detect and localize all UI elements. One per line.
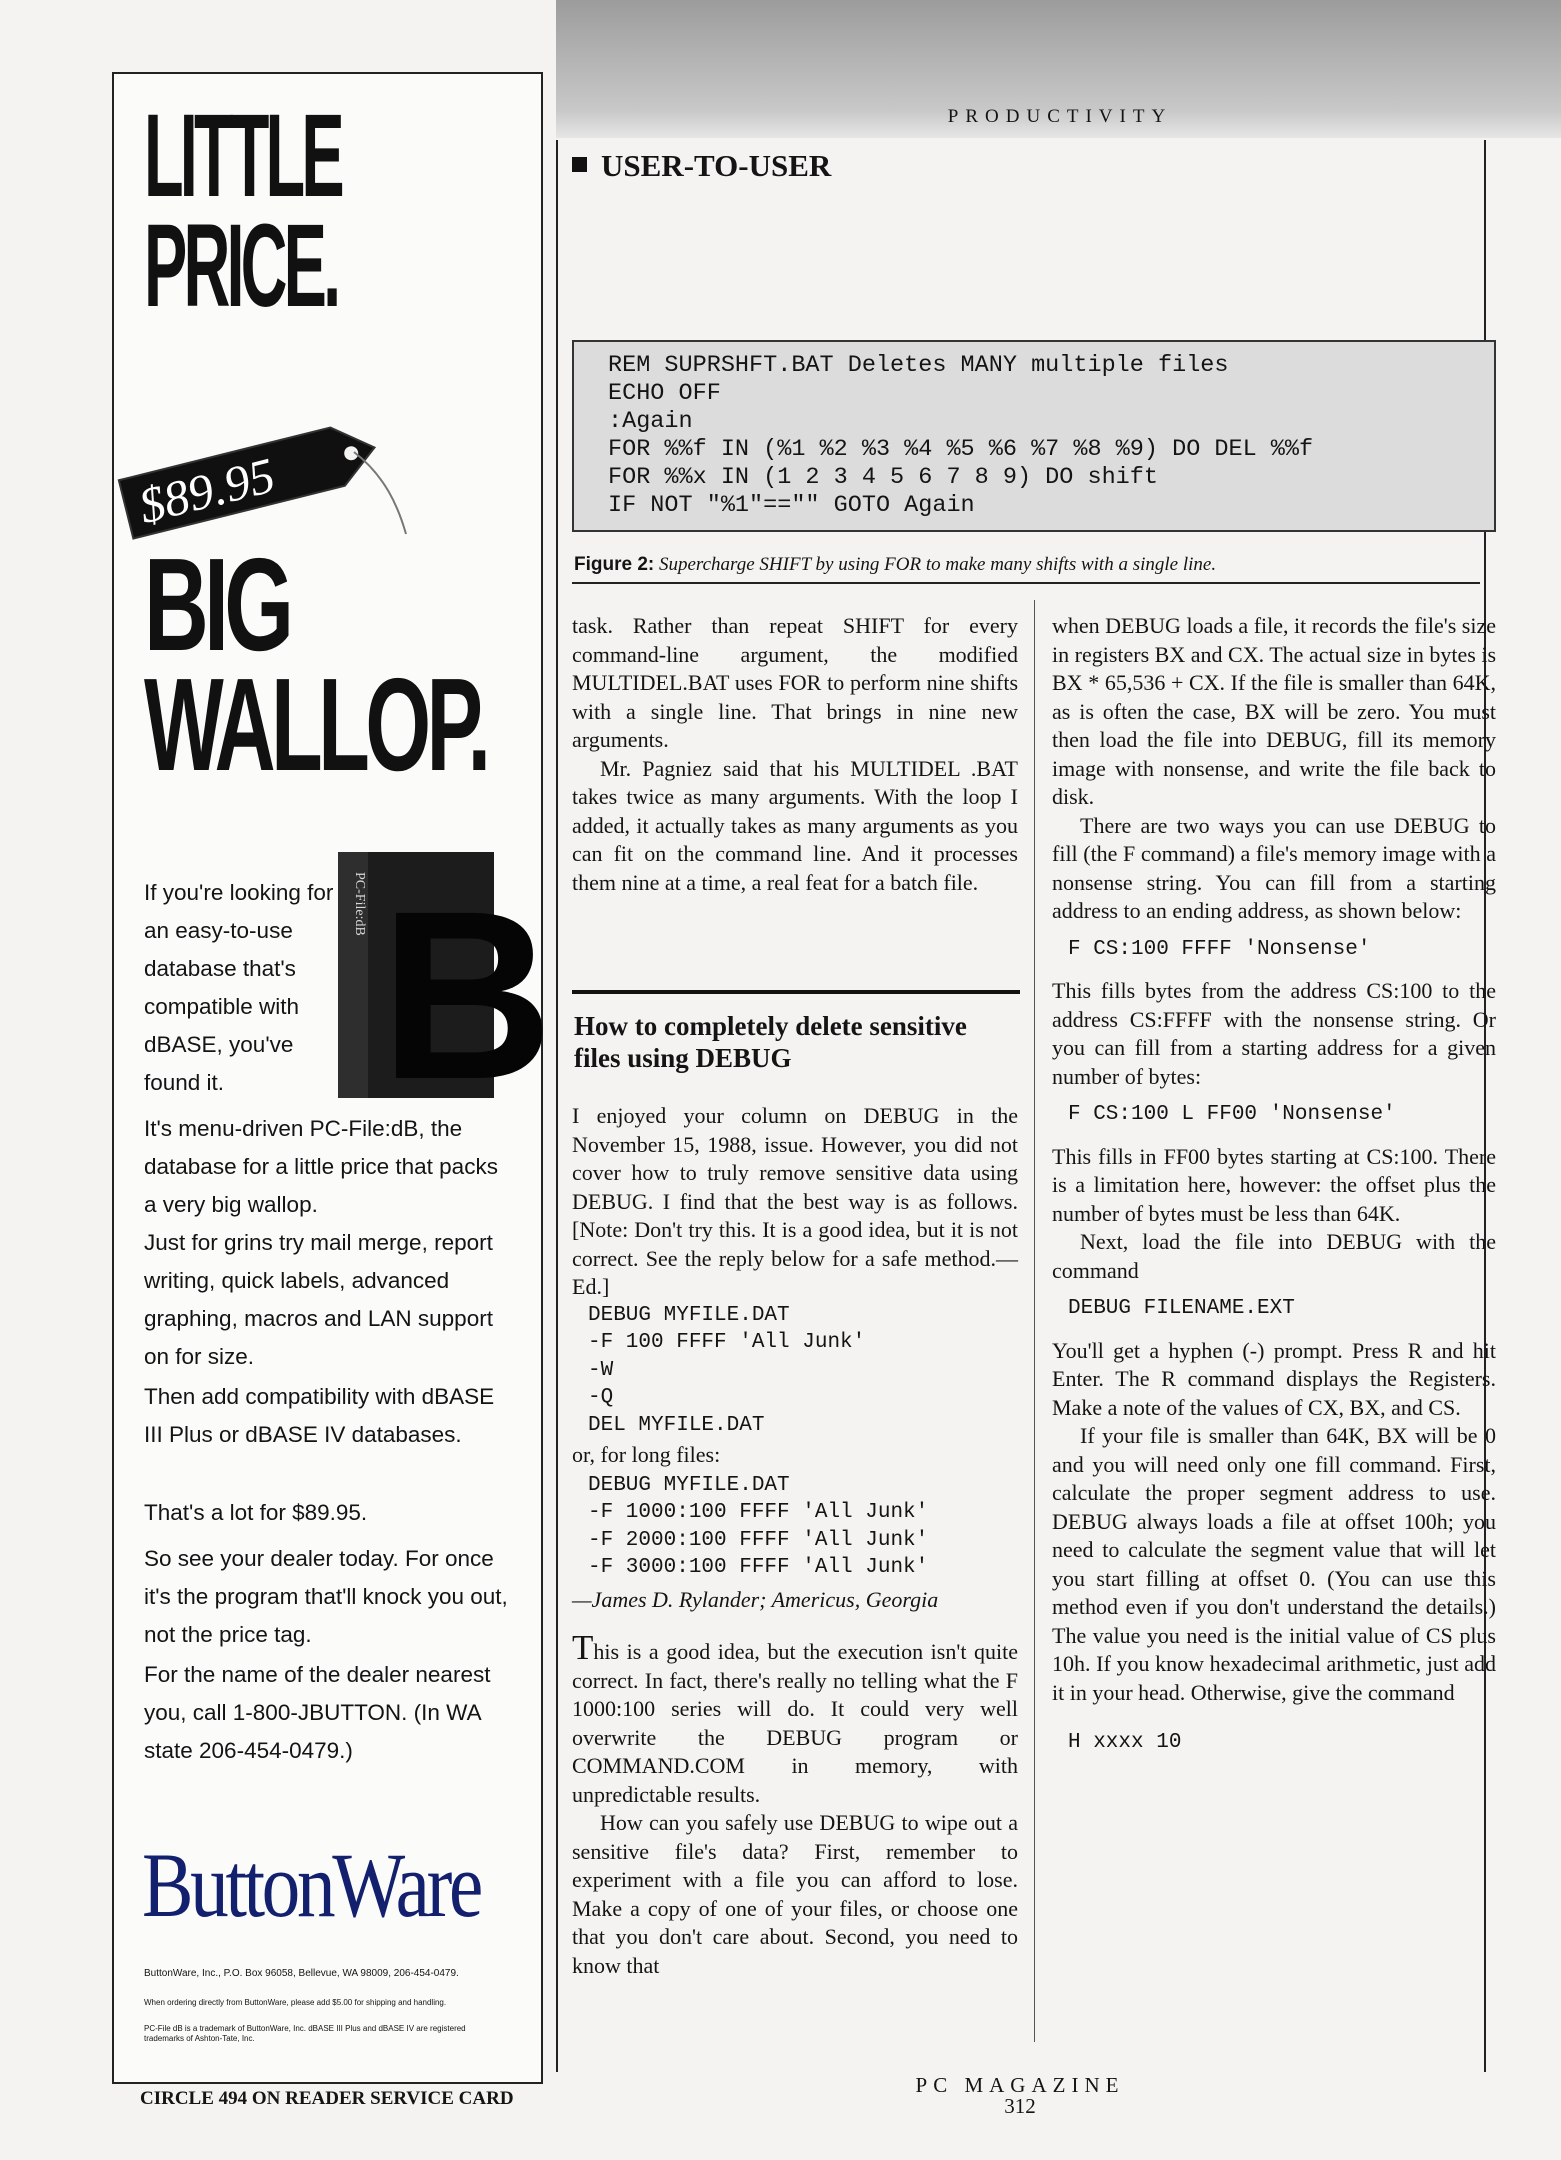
reply-text: his is a good idea, but the execution isn't quite correct. In fact, there's really no telling what the F 1000:100 series will do. It could very well overwrite the DEBUG program or COMMAND.COM in memory, with unpredictable results. [572,1639,1018,1807]
body-paragraph: Next, load the file into DEBUG with the command [1052,1229,1496,1283]
section-label: PRODUCTIVITY [947,106,1173,127]
ad-headline-wallop: WALLOP. [144,651,487,798]
price-tag-image [110,416,410,536]
figure-caption [574,554,1216,576]
ad-paragraph: It's menu-driven PC-File:dB, the database for a little price that packs a very big wallop. [144,1116,498,1217]
ad-intro-text: If you're looking for an easy-to-use database that's compatible with dBASE, you've found it. [144,880,334,1095]
ad-paragraph: Then add compatibility with dBASE III Plus or dBASE IV databases. [144,1384,495,1447]
product-box-image [336,852,554,1129]
body-paragraph: Mr. Pagniez said that his MULTIDEL .BAT takes twice as many arguments. With the loop I added, it actually takes as many arguments as you can fit on the command line. And it processes them nine at a time, a real feat for a batch file. [572,755,1018,895]
letter-paragraph: I enjoyed your column on DEBUG in the November 15, 1988, issue. However, you did not cover how to truly remove sensitive data using DEBUG. I find that the best way is as follows. [Note: Don't try this. It is a good idea, but it is not correct. See the reply below for a safe method.—Ed.] [572,1103,1018,1299]
listing-line: REM SUPRSHFT.BAT Deletes MANY multiple files [608,352,1229,379]
ad-paragraph: Just for grins try mail merge, report writing, quick labels, advanced graphing, macros and LAN support on for size. [144,1230,493,1369]
code-sample: DEBUG MYFILE.DAT -F 1000:100 FFFF 'All Junk' -F 2000:100 FFFF 'All Junk' -F 3000:100 FFFF 'All Junk' [588,1473,929,1579]
article-column-2 [1052,612,1496,1757]
price-tag-text: $89.95 [133,446,281,535]
listing-line: IF NOT "%1"=="" GOTO Again [608,492,975,519]
reply-paragraph [572,1628,1018,1809]
ad-fine-print: When ordering directly from ButtonWare, please add $5.00 for shipping and handling. [144,1998,447,2007]
ad-fine-print: ButtonWare, Inc., P.O. Box 96058, Bellevue, WA 98009, 206-454-0479. [144,1968,459,1979]
ad-headline-little: LITTLE [144,90,341,222]
ad-headline-price: PRICE. [144,200,338,332]
body-paragraph: You'll get a hyphen (-) prompt. Press R and hit Enter. The R command displays the Registers. Make a note of the values of CX, BX, and CS. [1052,1337,1496,1420]
buttonware-logo: ButtonWare [142,1834,480,1936]
caption-text: Supercharge SHIFT by using FOR to make many shifts with a single line. [658,554,1217,575]
listing-line: FOR %%f IN (%1 %2 %3 %4 %5 %6 %7 %8 %9) DO DEL %%f [608,436,1314,463]
product-box-letter: B [380,861,554,1129]
code-sample: DEBUG FILENAME.EXT [1068,1297,1295,1320]
page-number: 312 [1004,2094,1036,2118]
article-column-1-top [572,612,1018,897]
ad-paragraph: That's a lot for $89.95. [144,1500,368,1525]
code-sample: H xxxx 10 [1068,1731,1182,1754]
body-paragraph: when DEBUG loads a file, it records the file's size in registers BX and CX. The actual size in bytes is BX * 65,536 + CX. If the file is smaller than 64K, as is often the case, BX will be zero. You must then load the file into DEBUG, fill its memory image with nonsense, and write the file back to disk. [1052,613,1496,809]
caption-rule [572,582,1480,584]
product-box-title: PC-File:dB [352,872,367,936]
body-paragraph: This fills bytes from the address CS:100 to the address CS:FFFF with the nonsense string. Or you can fill from a starting address for a given number of bytes: [1052,978,1496,1089]
article-column-1-bottom [572,1102,1018,1980]
listing-line: ECHO OFF [608,380,721,407]
body-paragraph: There are two ways you can use DEBUG to fill (the F command) a file's memory image with a nonsense string. You can fill from a starting address to an ending address, as shown below: [1052,812,1496,923]
code-sample: F CS:100 L FF00 'Nonsense' [1068,1103,1396,1126]
column-divider [1034,600,1035,2042]
listing-line: FOR %%x IN (1 2 3 4 5 6 7 8 9) DO shift [608,464,1158,491]
reader-service-text: CIRCLE 494 ON READER SERVICE CARD [140,2088,514,2109]
caption-label: Figure 2: [574,554,655,575]
code-sample: DEBUG MYFILE.DAT -F 100 FFFF 'All Junk' -W -Q DEL MYFILE.DAT [588,1303,866,1437]
article-subhead: How to completely delete sensitive files using DEBUG [574,1011,967,1073]
magazine-name: PC MAGAZINE [915,2073,1125,2097]
advertisement [112,72,554,2084]
subhead-rule [572,990,1020,994]
body-paragraph: task. Rather than repeat SHIFT for every command-line argument, the modified MULTIDEL.BAT uses FOR to perform nine shifts with a single line. That brings in nine new arguments. [572,613,1018,752]
listing-line: :Again [608,408,693,435]
ad-paragraph: So see your dealer today. For once it's the program that'll knock you out, not the price tag. [144,1546,508,1647]
body-paragraph: This fills in FF00 bytes starting at CS:100. There is a limitation here, however: the offset plus the number of bytes must be less than 64K. [1052,1143,1496,1226]
code-listing [608,352,1313,520]
section-heading: USER-TO-USER [572,148,831,184]
ad-fine-print: PC-File dB is a trademark of ButtonWare, Inc. dBASE III Plus and dBASE IV are registered trademarks of Ashton-Tate, Inc. [144,2024,466,2043]
letter-signature: —James D. Rylander; Americus, Georgia [572,1586,939,1612]
ad-paragraph: For the name of the dealer nearest you, call 1-800-JBUTTON. (In WA state 206-454-0479.) [144,1662,491,1763]
code-sample: F CS:100 FFFF 'Nonsense' [1068,937,1371,961]
drop-cap: T [572,1628,594,1667]
ad-headline-big: BIG [144,531,290,678]
body-text: or, for long files: [572,1442,721,1467]
body-paragraph: If your file is smaller than 64K, BX will be 0 and you will need only one fill command. First, calculate the proper segment address to use. DEBUG always loads a file at offset 100h; you need to calculate the segment value that will let you start filling at offset 0. (You can use this method even if you don't understand the details.) The value you need is the initial value of CS plus 10h. If you know hexadecimal arithmetic, just add it in your head. Otherwise, give the command [1052,1423,1496,1705]
body-paragraph: How can you safely use DEBUG to wipe out a sensitive file's data? First, remember to experiment with a file you can afford to lose. Make a copy of one of your files, or choose one that you don't care about. Second, you need to know that [572,1810,1018,1978]
